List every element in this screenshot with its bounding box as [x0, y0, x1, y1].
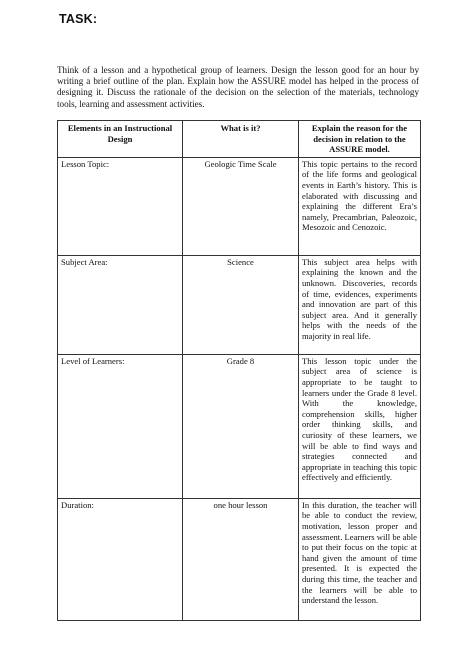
header-explain-reason: Explain the reason for the decision in relation to the ASSURE model.	[299, 121, 421, 158]
table-header-row	[58, 121, 421, 158]
row-reason-text: This lesson topic under the subject area of science is appropriate to be taught to learners under the Grade 8 level. With the knowledge, comprehension skills, higher order thinking skills, and curiosity of these learners, we will be able to find ways and strategies connected and appropriate in teaching this topic effectively and efficiently.	[299, 354, 421, 498]
row-reason-text: This subject area helps with explaining the known and the unknown. Discoveries, records of time, evidences, experiments and innovation are part of this subject area. And it generally helps with the needs of the majority in real life.	[299, 255, 421, 354]
row-reason-text: This topic pertains to the record of the life forms and geological events in Earth’s history. This is elaborated with discussing and explaining the different Era’s namely, Precambrian, Paleozoic, Mesozoic and Cenozoic.	[299, 157, 421, 255]
row-element-label: Level of Learners:	[58, 354, 183, 498]
table-row	[58, 354, 421, 498]
row-element-label: Lesson Topic:	[58, 157, 183, 255]
row-what-value: one hour lesson	[183, 498, 299, 620]
row-what-value: Science	[183, 255, 299, 354]
instructional-design-table	[57, 120, 421, 621]
row-element-label: Subject Area:	[58, 255, 183, 354]
task-instructions: Think of a lesson and a hypothetical group of learners. Design the lesson good for an hour by writing a brief outline of the plan. Explain how the ASSURE model has helped in the process of designing it. Discuss the rationale of the decision on the selection of the materials, technology tools, learning and assessment activities.	[57, 65, 419, 109]
row-element-label: Duration:	[58, 498, 183, 620]
table-row	[58, 498, 421, 620]
row-what-value: Grade 8	[183, 354, 299, 498]
table-row	[58, 255, 421, 354]
task-heading: TASK:	[59, 12, 98, 26]
header-elements: Elements in an Instructional Design	[58, 121, 183, 158]
row-what-value: Geologic Time Scale	[183, 157, 299, 255]
table-row	[58, 157, 421, 255]
header-what-is-it: What is it?	[183, 121, 299, 158]
row-reason-text: In this duration, the teacher will be able to conduct the review, motivation, lesson proper and assessment. Learners will be able to put their focus on the topic at hand given the amount of time presented. It is expected the during this time, the teacher and the learners will be able to understand the lesson.	[299, 498, 421, 620]
